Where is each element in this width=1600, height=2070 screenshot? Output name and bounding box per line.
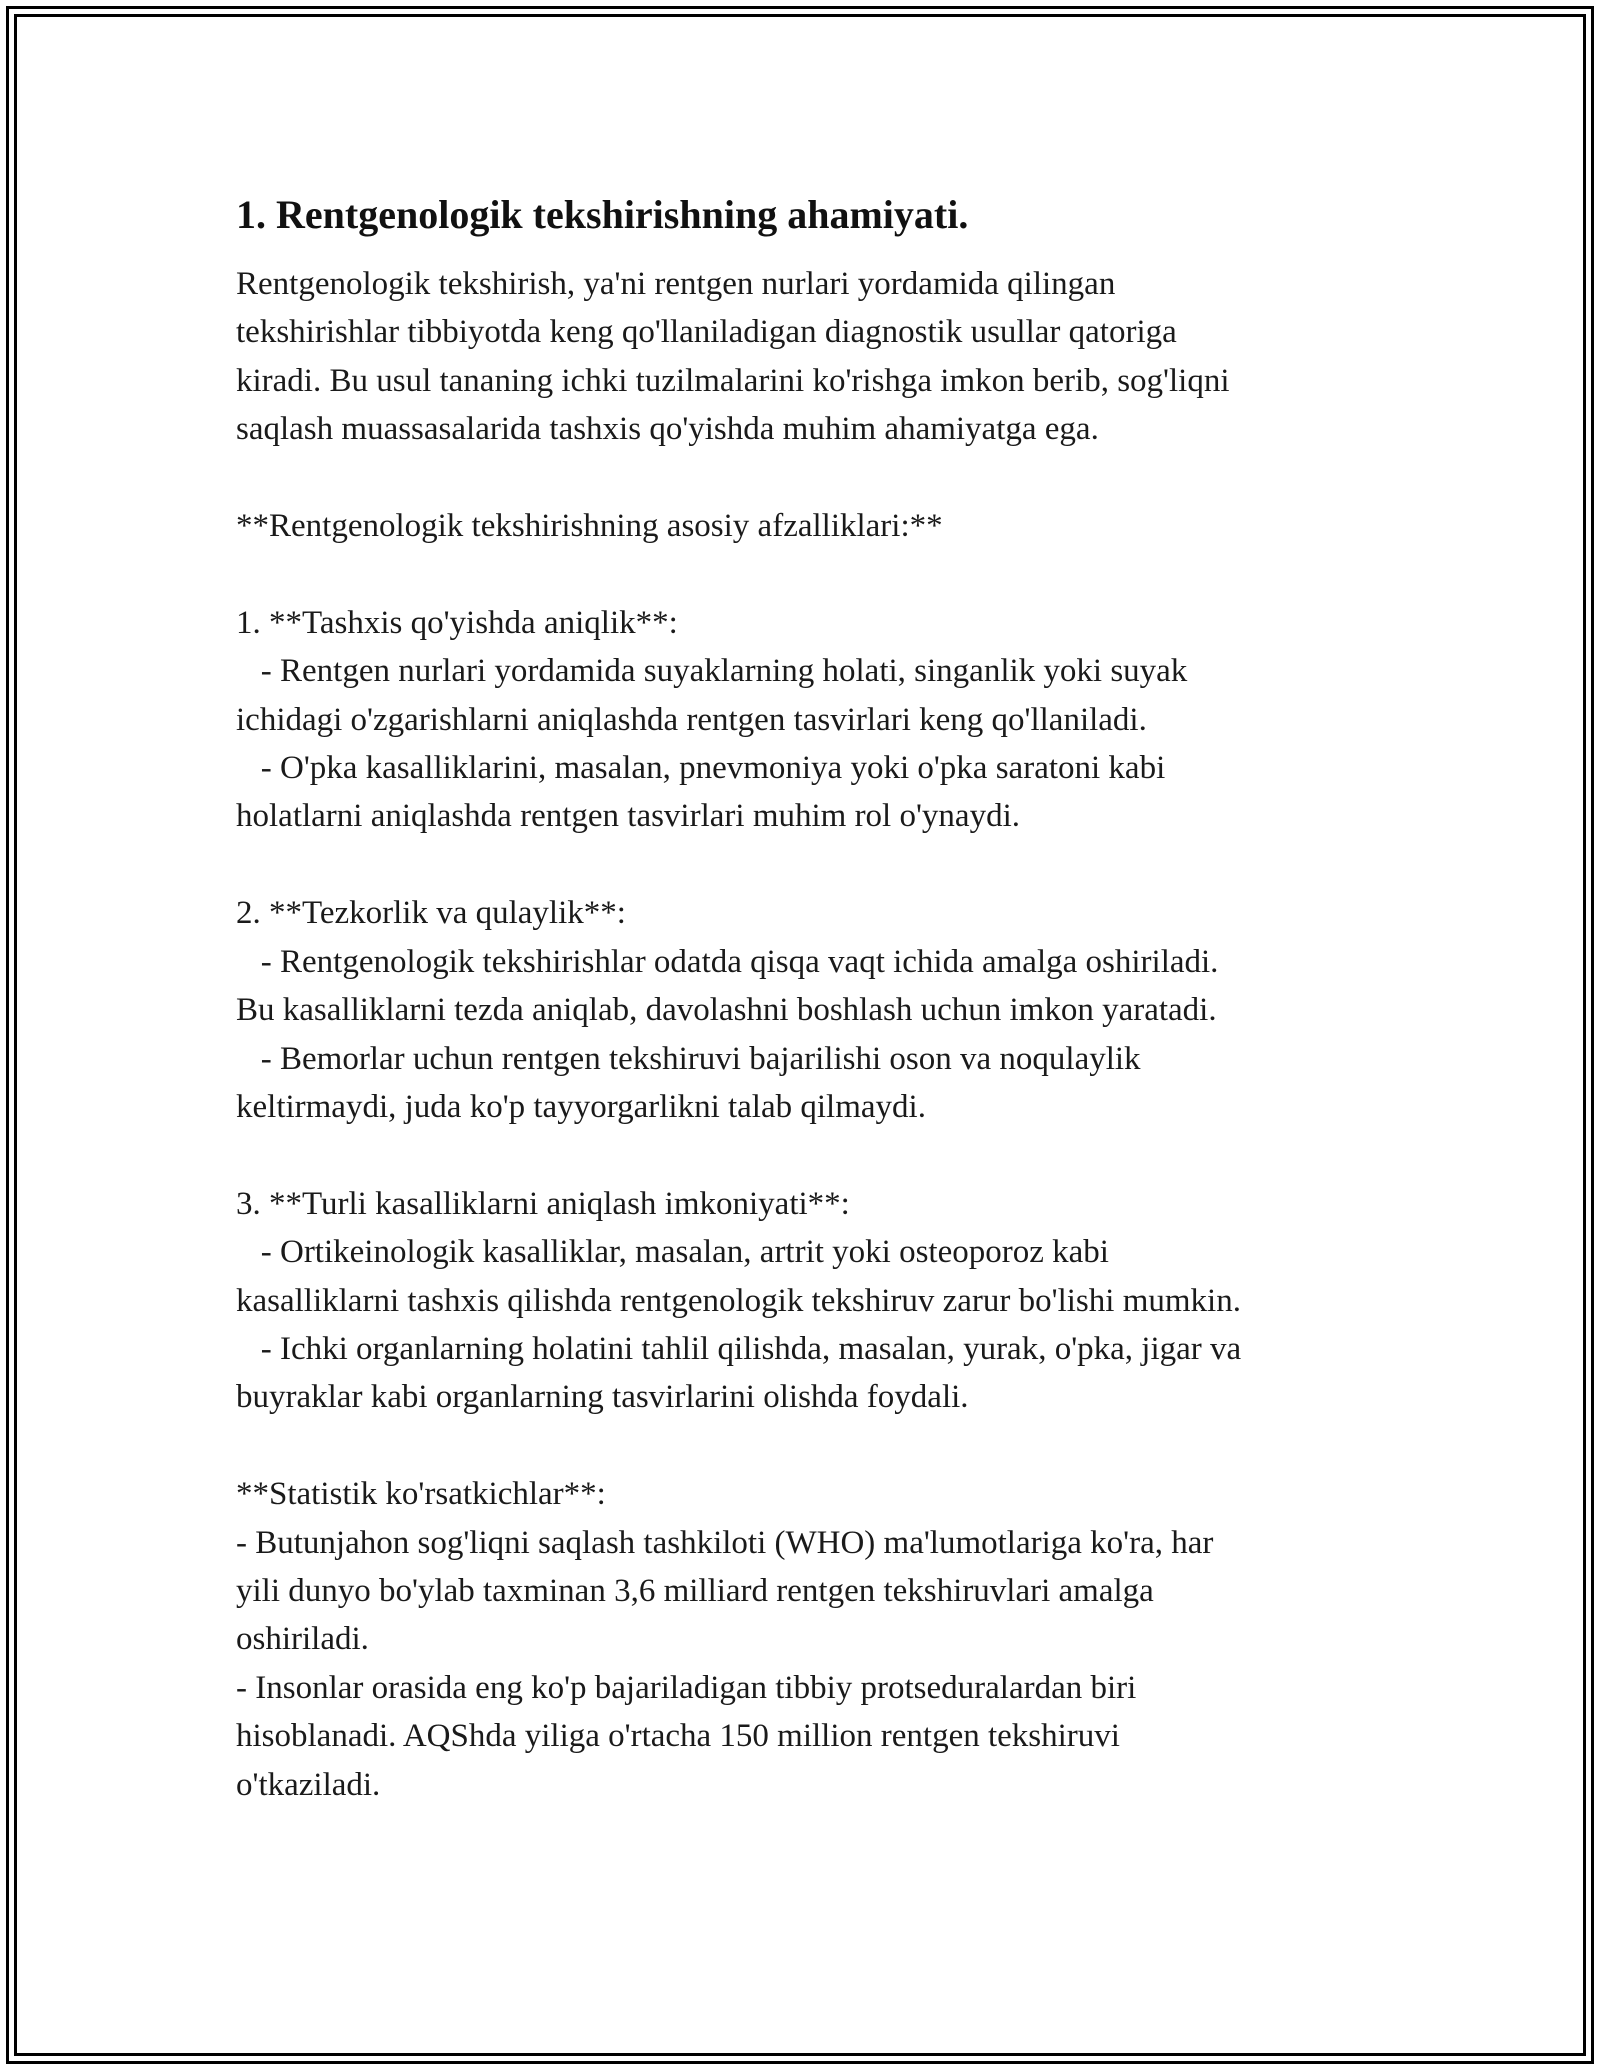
document-content bbox=[236, 188, 1386, 1809]
document-body: Rentgenologik tekshirish, ya'ni rentgen nurlari yordamida qilingan tekshirishlar tibbiyotda keng qo'llaniladigan diagnostik usullar qatoriga kiradi. Bu usul tananing ichki tuzilmalarini ko'rishga imkon berib, sog'liqni saqlash muassasalarida tashxis qo'yishda muhim ahamiyatga ega. **Rentgenologik tekshirishning asosiy afzalliklari:** 1. **Tashxis qo'yishda aniqlik**: - Rentgen nurlari yordamida suyaklarning holati, singanlik yoki suyak ichidagi o'zgarishlarni aniqlashda rentgen tasvirlari keng qo'llaniladi. - O'pka kasalliklarini, masalan, pnevmoniya yoki o'pka saratoni kabi holatlarni aniqlashda rentgen tasvirlari muhim rol o'ynaydi. 2. **Tezkorlik va qulaylik**: - Rentgenologik tekshirishlar odatda qisqa vaqt ichida amalga oshiriladi. Bu kasalliklarni tezda aniqlab, davolashni boshlash uchun imkon yaratadi. - Bemorlar uchun rentgen tekshiruvi bajarilishi oson va noqulaylik keltirmaydi, juda ko'p tayyorgarlikni talab qilmaydi. 3. **Turli kasalliklarni aniqlash imkoniyati**: - Ortikeinologik kasalliklar, masalan, artrit yoki osteoporoz kabi kasalliklarni tashxis qilishda rentgenologik tekshiruv zarur bo'lishi mumkin. - Ichki organlarning holatini tahlil qilishda, masalan, yurak, o'pka, jigar va buyraklar kabi organlarning tasvirlarini olishda foydali. **Statistik ko'rsatkichlar**: - Butunjahon sog'liqni saqlash tashkiloti (WHO) ma'lumotlariga ko'ra, har yili dunyo bo'ylab taxminan 3,6 milliard rentgen tekshiruvlari amalga oshiriladi. - Insonlar orasida eng ko'p bajariladigan tibbiy protseduralardan biri hisoblanadi. AQShda yiliga o'rtacha 150 million rentgen tekshiruvi o'tkaziladi. bbox=[236, 266, 1242, 1803]
document-title: 1. Rentgenologik tekshirishning ahamiyati. bbox=[236, 192, 969, 237]
